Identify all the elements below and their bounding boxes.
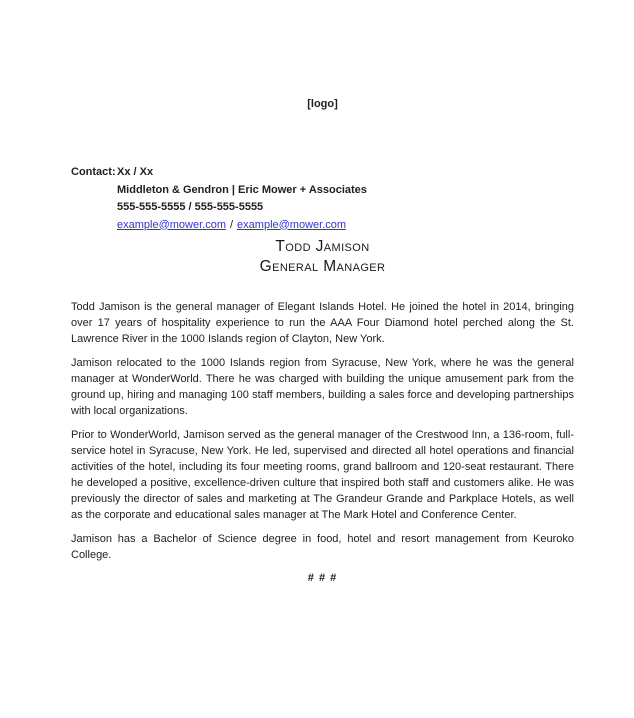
end-mark: # # #	[307, 572, 338, 584]
bio-paragraph-1: Todd Jamison is the general manager of Elegant Islands Hotel. He joined the hotel in 2014, bringing over 17 years of hospitality experience to run the AAA Four Diamond hotel perched along the St. Lawrence River in the 1000 Islands region of Clayton, New York.	[71, 301, 574, 345]
bio-paragraph-3: Prior to WonderWorld, Jamison served as the general manager of the Crestwood Inn, a 136-room, full-service hotel in Syracuse, New York. He led, supervised and directed all hotel operations and financial activities of the hotel, including its four meeting rooms, grand ballroom and 120-seat restaurant. There he developed a positive, excellence-driven culture that inspired both staff and customers alike. He was previously the director of sales and marketing at The Grandeur Grande and Parkplace Hotels, as well as the corporate and educational sales manager at The Mark Hotel and Conference Center.	[71, 429, 574, 521]
document-content	[71, 97, 574, 585]
person-title: General Manager	[259, 258, 386, 275]
email-link-1[interactable]: example@mower.com	[117, 218, 226, 231]
contact-row-agency	[71, 182, 574, 200]
headline-block	[71, 237, 574, 277]
bio-paragraph-2: Jamison relocated to the 1000 Islands region from Syracuse, New York, where he was the general manager at WonderWorld. There he was charged with building the unique amusement park from the ground up, hiring and managing 100 staff members, building a sales force and developing partnerships with local organizations.	[71, 357, 574, 417]
contact-row-emails	[71, 217, 574, 235]
contact-names: Xx / Xx	[117, 166, 154, 178]
contact-row-names	[71, 164, 574, 182]
logo-placeholder: [logo]	[307, 98, 338, 110]
contact-agency: Middleton & Gendron | Eric Mower + Associates	[117, 183, 367, 196]
contact-label-spacer	[71, 199, 117, 217]
bio-body	[71, 299, 574, 563]
email-link-2[interactable]: example@mower.com	[237, 218, 347, 231]
bio-paragraph-4: Jamison has a Bachelor of Science degree in food, hotel and resort management from Keuroko College.	[71, 533, 574, 561]
contact-label-spacer	[71, 182, 117, 200]
contact-row-phones	[71, 199, 574, 217]
contact-block	[71, 164, 574, 234]
contact-emails	[117, 217, 346, 235]
person-name: Todd Jamison	[275, 238, 370, 255]
contact-label: Contact:	[71, 166, 116, 178]
contact-label-spacer	[71, 217, 117, 235]
contact-phones: 555-555-5555 / 555-555-5555	[117, 201, 264, 213]
email-separator: /	[229, 218, 234, 231]
